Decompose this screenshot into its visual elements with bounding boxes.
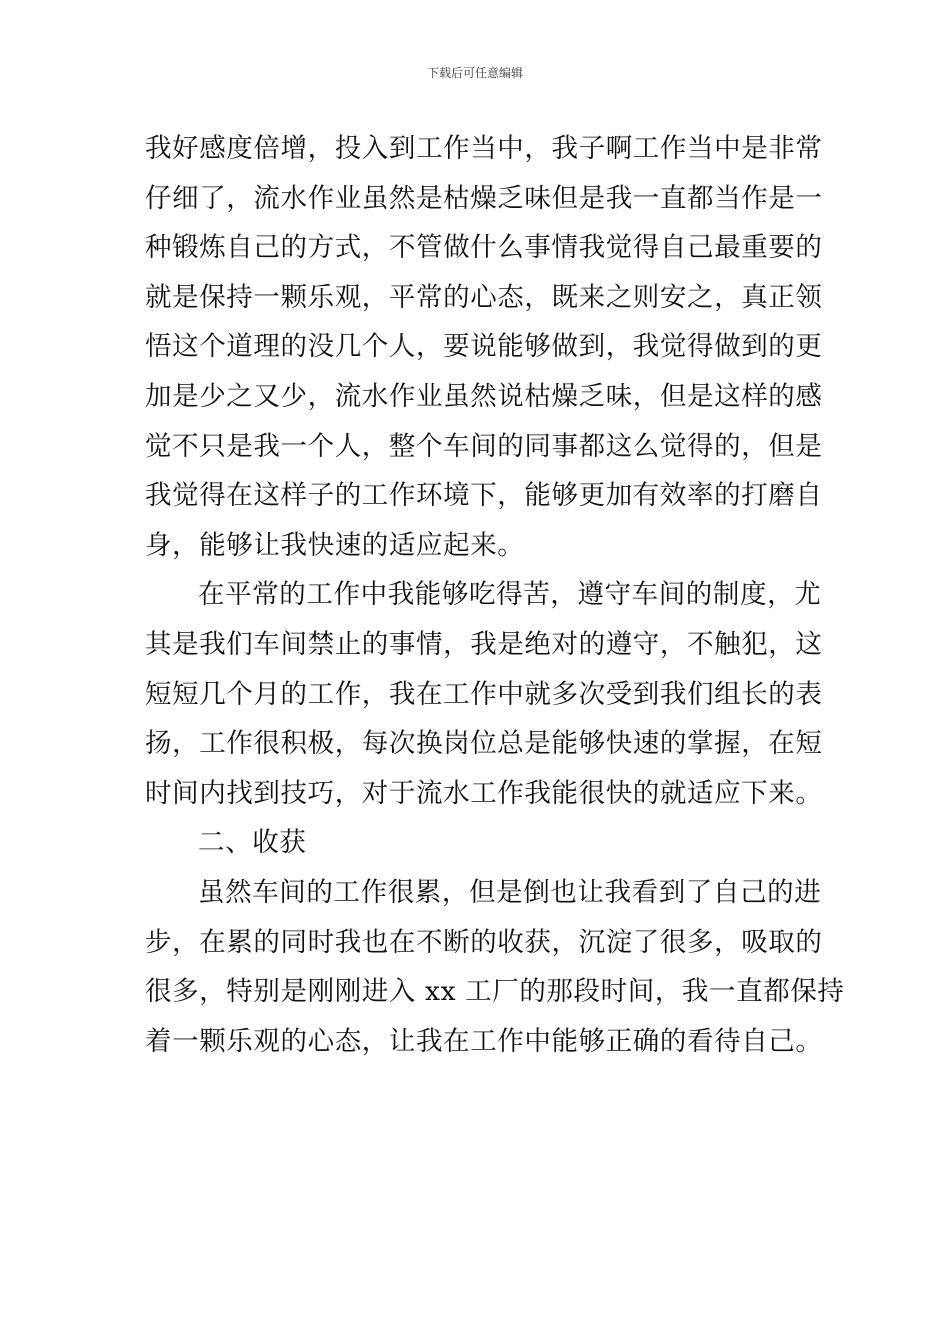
text-line: 其是我们车间禁止的事情，我是绝对的遵守，不触犯，这 [145, 628, 823, 660]
text-line: 身，能够让我快速的适应起来。 [145, 529, 525, 561]
text-line: 短短几个月的工作，我在工作中就多次受到我们组长的表 [145, 678, 823, 710]
text-line: 很多，特别是刚刚进入 xx 工厂的那段时间，我一直都保持 [145, 976, 845, 1008]
paragraph-start-line: 虽然车间的工作很累，但是倒也让我看到了自己的进 [198, 876, 822, 908]
text-line: 悟这个道理的没几个人，要说能够做到，我觉得做到的更 [145, 331, 823, 363]
text-line: 我觉得在这样子的工作环境下，能够更加有效率的打磨自 [145, 480, 823, 512]
paragraph-start-line: 在平常的工作中我能够吃得苦，遵守车间的制度，尤 [198, 579, 822, 611]
section-heading: 二、收获 [198, 827, 307, 859]
document-body [145, 124, 845, 1066]
text-line: 觉不只是我一个人，整个车间的同事都这么觉得的，但是 [145, 430, 823, 462]
text-line: 就是保持一颗乐观，平常的心态，既来之则安之，真正领 [145, 281, 823, 313]
text-line: 种锻炼自己的方式，不管做什么事情我觉得自己最重要的 [145, 232, 823, 264]
text-line: 加是少之又少，流水作业虽然说枯燥乏味，但是这样的感 [145, 380, 823, 412]
page-header: 下载后可任意编辑 [426, 66, 523, 80]
text-line: 步，在累的同时我也在不断的收获，沉淀了很多，吸取的 [145, 926, 823, 958]
text-line: 着一颗乐观的心态，让我在工作中能够正确的看待自己。 [145, 1025, 823, 1057]
text-line: 仔细了，流水作业虽然是枯燥乏味但是我一直都当作是一 [145, 182, 823, 214]
text-line: 时间内找到技巧，对于流水工作我能很快的就适应下来。 [145, 777, 823, 809]
text-line: 扬，工作很积极，每次换岗位总是能够快速的掌握，在短 [145, 728, 823, 760]
text-line: 我好感度倍增，投入到工作当中，我子啊工作当中是非常 [145, 133, 823, 164]
